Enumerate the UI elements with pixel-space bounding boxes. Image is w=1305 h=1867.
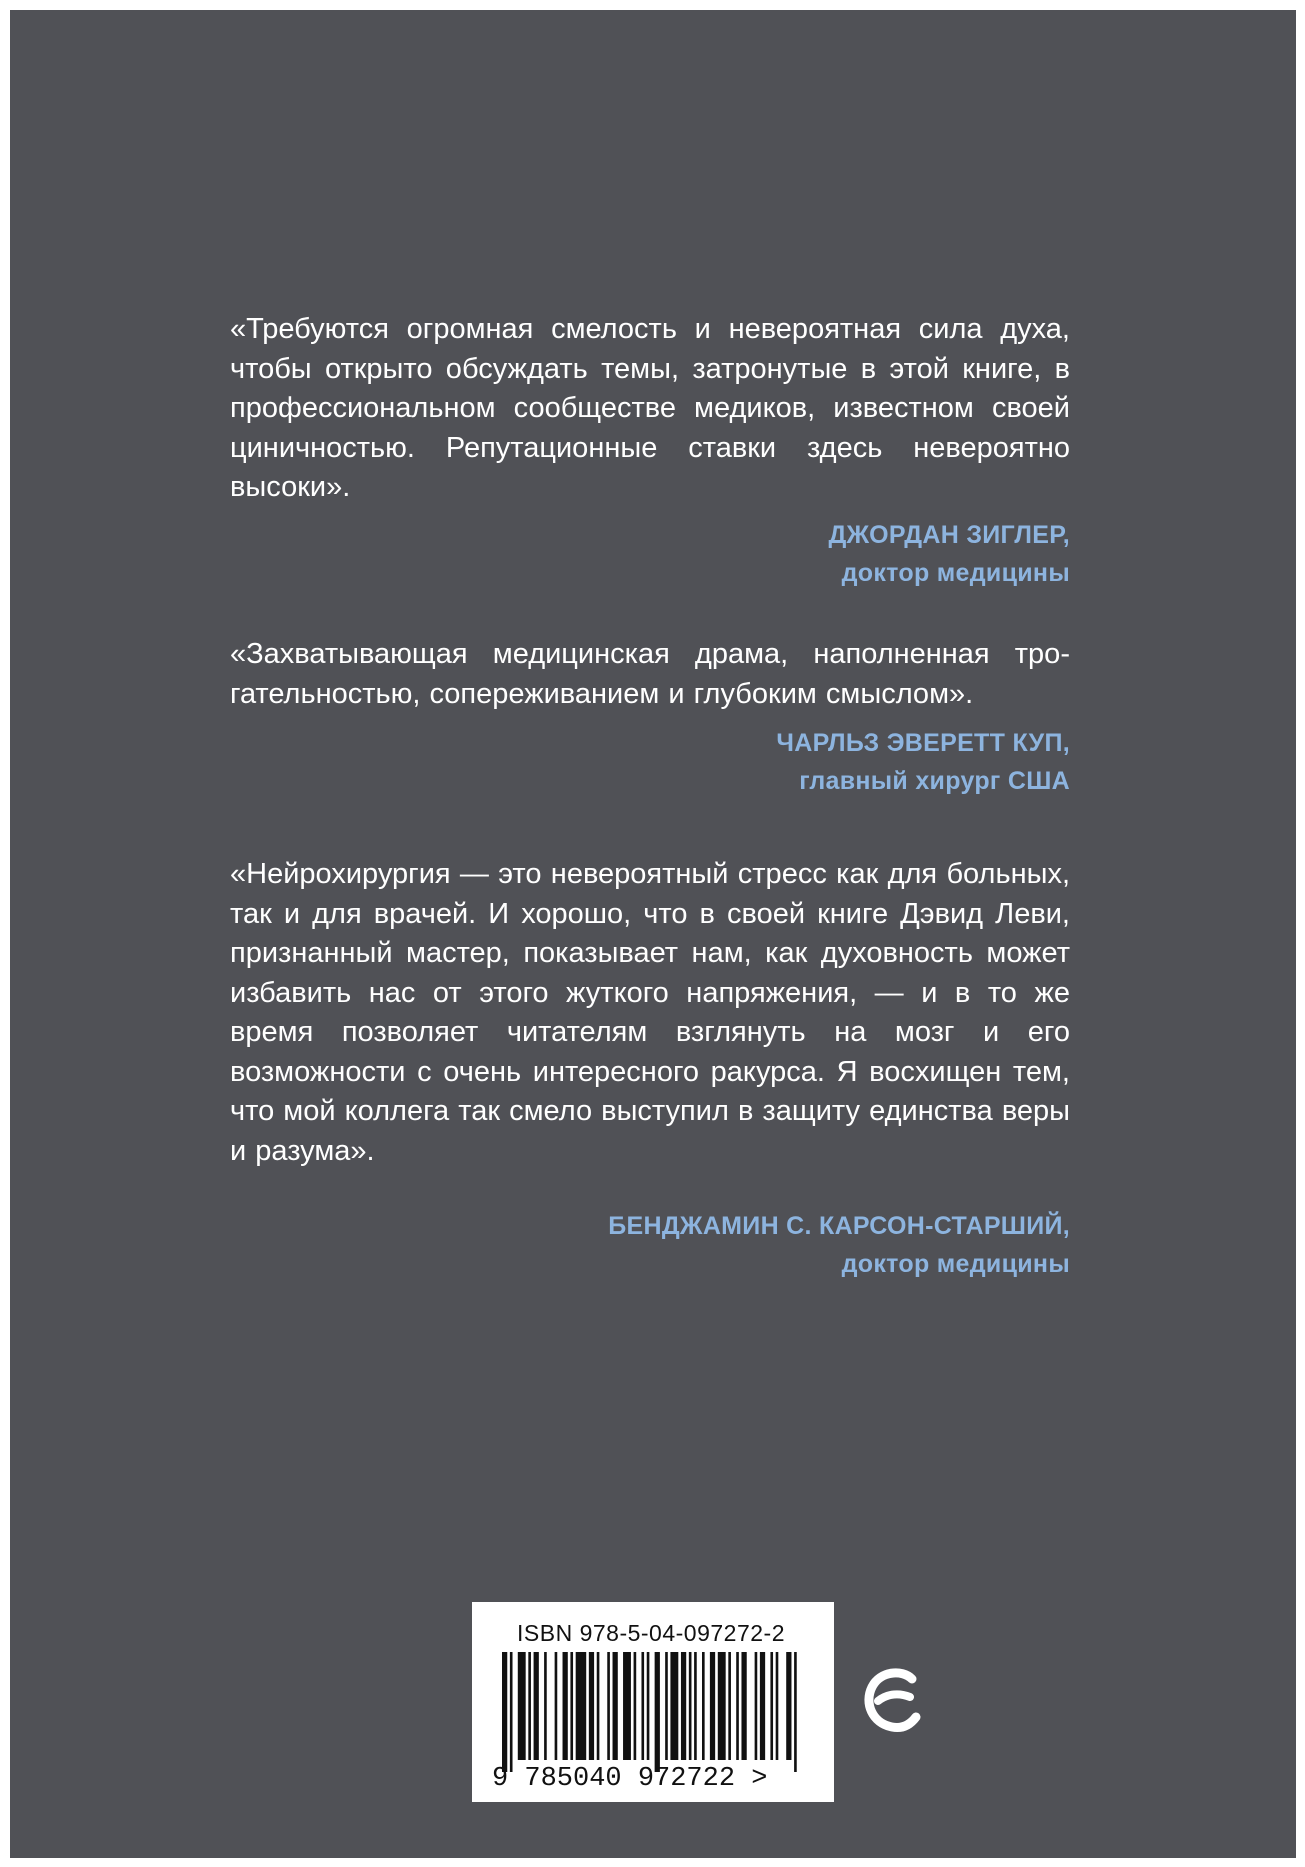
barcode-bar bbox=[607, 1652, 610, 1760]
author-name: БЕНДЖАМИН С. КАРСОН-СТАРШИЙ, bbox=[608, 1212, 1070, 1240]
barcode-bar bbox=[528, 1652, 531, 1760]
barcode-bar bbox=[776, 1652, 779, 1760]
barcode-bar bbox=[665, 1652, 668, 1760]
barcode-bar bbox=[770, 1652, 773, 1760]
barcode-bar bbox=[710, 1652, 715, 1760]
isbn-barcode bbox=[472, 1602, 834, 1802]
barcode-bar bbox=[623, 1652, 631, 1760]
review-quote-3 bbox=[230, 855, 1070, 1283]
barcode-bar bbox=[534, 1652, 539, 1760]
barcode-bars bbox=[502, 1652, 802, 1772]
barcode-bar bbox=[570, 1652, 573, 1760]
barcode-bar bbox=[555, 1652, 558, 1760]
barcode-bar bbox=[655, 1652, 660, 1772]
quote-attribution bbox=[230, 724, 1070, 800]
barcode-bar bbox=[702, 1652, 705, 1760]
quote-attribution bbox=[230, 516, 1070, 592]
barcode-bar bbox=[741, 1652, 746, 1760]
barcode-bar bbox=[689, 1652, 692, 1760]
barcode-bar bbox=[613, 1652, 618, 1760]
back-cover bbox=[10, 10, 1296, 1858]
barcode-bar bbox=[634, 1652, 637, 1760]
quote-attribution bbox=[230, 1207, 1070, 1283]
author-title: доктор медицины bbox=[841, 1250, 1070, 1278]
ean-digits: 9 785040 972722 > bbox=[492, 1764, 768, 1794]
barcode-bar bbox=[681, 1652, 686, 1760]
isbn-label: ISBN 978-5-04-097272-2 bbox=[517, 1620, 785, 1646]
review-quote-1 bbox=[230, 310, 1070, 592]
quote-text: «Требуются огромная смелость и невероятная сила духа, чтобы открыто обсуждать темы, затронутые в этой книге, в профессиональном сообществе медиков, известном своей циничностью. Репутационные ставки здесь невероятно высоки». bbox=[230, 313, 1070, 503]
eksmo-e-logo-icon bbox=[862, 1665, 922, 1735]
barcode-bar bbox=[641, 1652, 644, 1760]
barcode-bar bbox=[728, 1652, 731, 1760]
barcode-bar bbox=[518, 1652, 526, 1760]
barcode-bar bbox=[510, 1652, 513, 1772]
barcode-bar bbox=[786, 1652, 791, 1760]
barcode-bar bbox=[736, 1652, 739, 1760]
barcode-bar bbox=[502, 1652, 507, 1772]
barcode-bar bbox=[576, 1652, 587, 1760]
barcode-bar bbox=[647, 1652, 650, 1760]
quote-text: «Захватывающая медицинская драма, наполненная трогательностью, сопереживанием и глубоким смыслом». bbox=[230, 638, 1070, 710]
barcode-bar bbox=[670, 1652, 678, 1760]
barcode-bar bbox=[589, 1652, 594, 1760]
barcode-bar bbox=[755, 1652, 758, 1760]
author-name: ДЖОРДАН ЗИГЛЕР, bbox=[828, 520, 1070, 549]
quote-text: «Нейрохирургия — это невероятный стресс как для больных, так и для врачей. И хорошо, что в своей книге Дэвид Леви, признанный мастер, показывает нам, как духовность может избавить нас от этого жуткого напряжения, — и в то же время позволяет читателям взглянуть на мозг и его возможности с очень интересного ракурса. Я восхищен тем, что мой коллега так смело выступил в защиту единства веры и разума». bbox=[230, 858, 1070, 1167]
barcode-bar bbox=[544, 1652, 547, 1760]
barcode-bar bbox=[794, 1652, 797, 1772]
barcode-bar bbox=[694, 1652, 697, 1760]
barcode-bar bbox=[597, 1652, 600, 1760]
author-title: главный хирург США bbox=[799, 767, 1070, 795]
author-name: ЧАРЛЬЗ ЭВЕРЕТТ КУП, bbox=[776, 729, 1070, 757]
author-title: доктор медицины bbox=[841, 558, 1070, 587]
barcode-bar bbox=[760, 1652, 765, 1760]
barcode-bar bbox=[563, 1652, 568, 1760]
barcode-bar bbox=[718, 1652, 726, 1760]
review-quote-2 bbox=[230, 635, 1070, 800]
